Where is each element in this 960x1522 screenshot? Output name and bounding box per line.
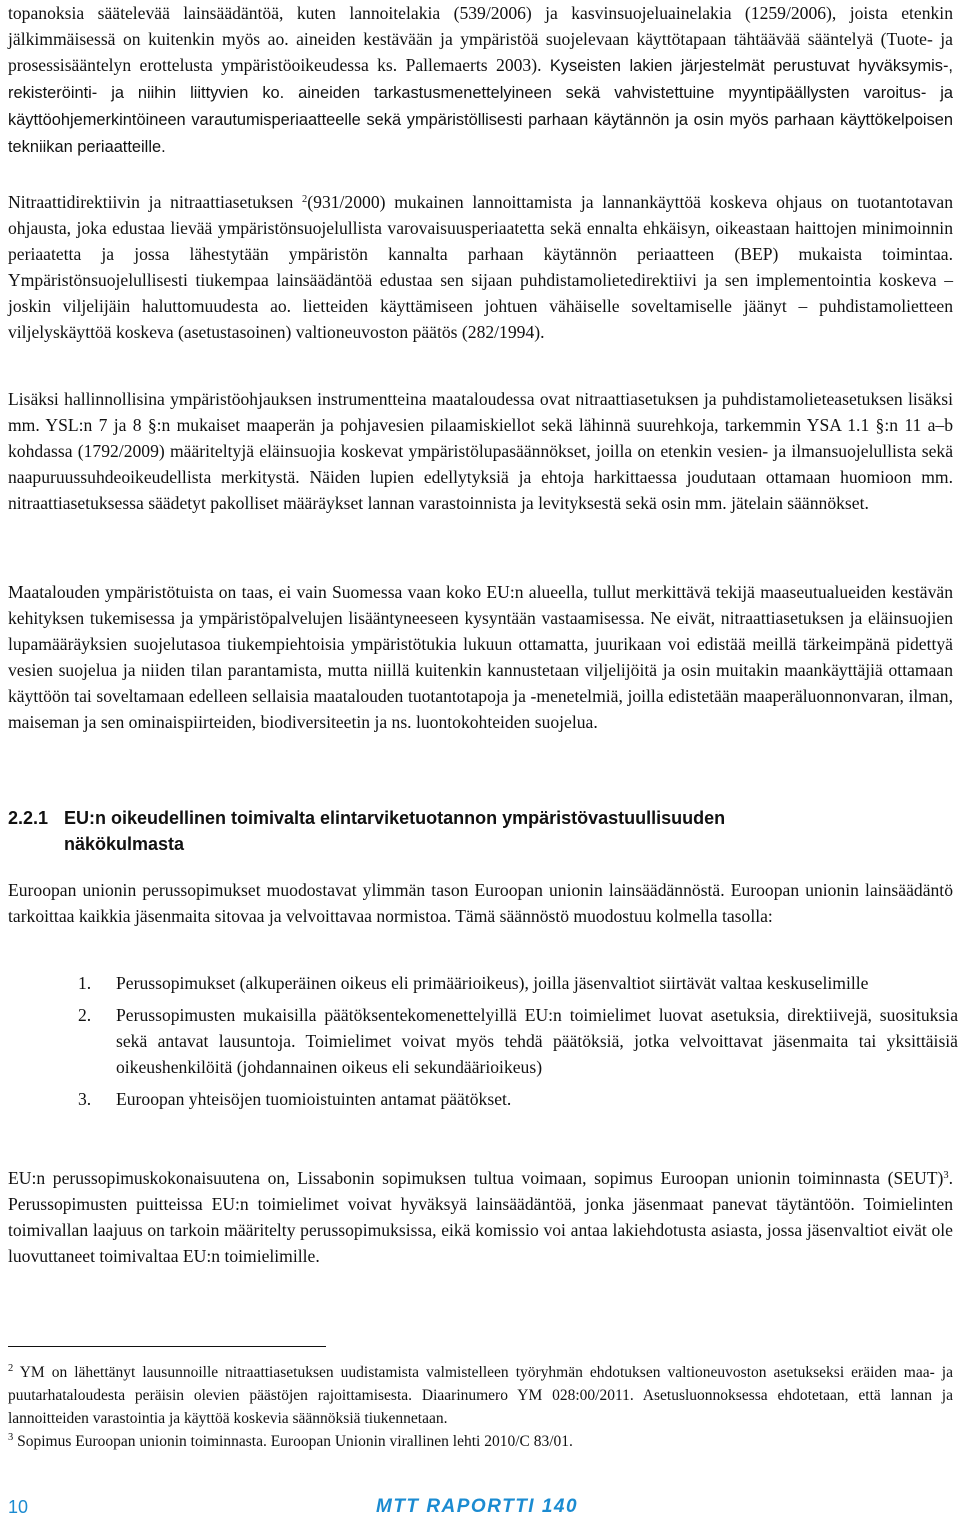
footnote-divider xyxy=(8,1346,326,1347)
list-item-text: Perussopimukset (alkuperäinen oikeus eli primäärioikeus), joilla jäsenvaltiot siirtävät valtaa keskuselimille xyxy=(116,973,869,993)
paragraph-text: Euroopan unionin perussopimukset muodostavat ylimmän tason Euroopan unionin lainsäädännöstä. Euroopan unionin lainsäädäntö tarkoittaa kaikkia jäsenmaita sitovaa ja velvoittavaa normistoa. Tämä säännöstö muodostuu kolmella tasolla: xyxy=(8,880,953,926)
footnote-ref-2[interactable]: 2 xyxy=(302,194,308,205)
section-number: 2.2.1 xyxy=(8,808,49,828)
paragraph-text: . Perussopimusten puitteissa EU:n toimielimet voivat hyväksyä lainsäädäntöä, jonka jäsenmaat panevat täytäntöön. Toimielinten toimivallan laajuus on tarkoin määritelty perussopimuksissa, eikä komissio voi antaa lakiehdotusta asiasta, jossa jäsenvaltiot eivät ole luovuttaneet toimivaltaa EU:n toimielimille. xyxy=(8,1168,953,1266)
list-item-number: 3. xyxy=(78,1089,92,1109)
paragraph-treaty-framework xyxy=(8,1165,953,1269)
numbered-list xyxy=(78,970,958,1118)
paragraph-text: (931/2000) mukainen lannoittamista ja lannankäyttöä koskeva ohjaus on tuotantotavan ohjausta, joka edustaa lievää ympäristönsuojelullista varovaisuusperiaatetta sekä ennalta ehkäisyn, oikeastaan haittojen minimoinnin periaatetta ja jossa lähestytään ympäristön kannalta parhaan käytännön periaatteen (BEP) mukaista toimintaa. Ympäristönsuojelullisesti tiukempaa lainsäädäntöä edustaa sen sijaan puhdistamolietedirektiivi ja sen implementointia koskeva – joskin viljelijäin haluttomuudesta ao. lietteiden käyttämiseen johtuen vähäiselle soveltamiselle jäänyt – puhdistamolietteen viljelyskäyttöä koskeva (asetustasoinen) valtioneuvoston päätös (282/1994). xyxy=(8,192,953,342)
list-item-text: Perussopimusten mukaisilla päätöksentekomenettelyillä EU:n toimielimet luovat asetuksia, direktiivejä, suosituksia sekä antavat lausuntoja. Toimielimet voivat myös tehdä päätöksiä, jotka velvoittavat jäsenmaita tai yksittäisiä oikeushenkilöitä (johdannainen oikeus eli sekundäärioikeus) xyxy=(116,1005,958,1077)
paragraph-legislation xyxy=(8,0,953,160)
paragraph-text: Maatalouden ympäristötuista on taas, ei vain Suomessa vaan koko EU:n alueella, tullut merkittävä tekijä maaseutualueiden kestävän kehityksen tukemisessa ja ympäristöpalvelujen lisääntyneeseen kysyntään vastaamisessa. Ne eivät, nitraattiasetuksen ja eläinsuojien lupamääräyksien suojelutasoa tiukempiehtoisia ympäristötukia lukuun ottamatta, juurikaan voi edistää meillä tärkeimpänä pidettyä vesien suojelua ja niiden tilan parantamista, mutta niillä kuitenkin kannustetaan viljelijöitä ja osin muitakin maankäyttäjiä ottamaan käyttöön tai soveltamaan edelleen sellaisia maatalouden tuotantotapoja ja -menetelmiä, joilla edistetään maaperäluonnonvaran, ilman, maiseman ja sen ominaispiirteiden, biodiversiteetin ja ns. luontokohteiden suojelua. xyxy=(8,582,953,732)
paragraph-nitrate-directive xyxy=(8,189,953,345)
series-logo: MTT RAPORTTI 140 xyxy=(376,1496,579,1517)
footnote-2 xyxy=(8,1361,953,1430)
footnote-ref-3[interactable]: 3 xyxy=(943,1170,949,1181)
section-title-line1: EU:n oikeudellinen toimivalta elintarviketuotannon ympäristövastuullisuuden xyxy=(64,808,726,828)
section-title-line2: näkökulmasta xyxy=(64,834,185,854)
list-item xyxy=(78,1002,958,1080)
paragraph-text: EU:n perussopimuskokonaisuutena on, Lissabonin sopimuksen tultua voimaan, sopimus Euroopan unionin toiminnasta (SEUT) xyxy=(8,1168,944,1188)
paragraph-text: topanoksia säätelevää lainsäädäntöä, kuten lannoitelakia (539/2006) ja kasvinsuojeluainelakia (1259/2006), joista etenkin jälkimmäisessä on kuitenkin myös ao. aineiden kestävään ja ympäristöä suojelevaan käyttötapaan tähtäävää sääntelyä (Tuote- ja prosessisääntelyn erottelusta ympäristöoikeudessa ks. Pallemaerts 2003). xyxy=(8,3,953,75)
paragraph-environmental-subsidies xyxy=(8,579,953,735)
footnotes xyxy=(8,1361,953,1453)
section-heading xyxy=(8,805,953,857)
footnote-mark: 3 xyxy=(8,1432,14,1443)
list-item xyxy=(78,1086,958,1112)
page-number: 10 xyxy=(8,1497,29,1517)
paragraph-administrative-instruments xyxy=(8,386,953,516)
list-item-number: 2. xyxy=(78,1005,92,1025)
list-item xyxy=(78,970,958,996)
paragraph-text-sans: Kyseisten lakien järjestelmät perustuvat hyväksymis-, rekisteröinti- ja niihin liittyvien ko. aineiden tarkastusmenettelyineen sekä vahvistettuine myyntipäällysten varoitus- ja käyttöohjemerkintöineen varautumisperiaatteelle sekä ympäristöllisesti parhaan käytännön ja osin myös parhaan käyttökelpoisen tekniikan periaatteille. xyxy=(8,57,953,156)
paragraph-text: Nitraattidirektiivin ja nitraattiasetuksen xyxy=(8,192,294,212)
footnote-text: YM on lähettänyt lausunnoille nitraattiasetuksen uudistamista valmistelleen työryhmän ehdotuksen valtioneuvoston asetukseksi eräiden maa- ja puutarhataloudesta peräisin olevien päästöjen rajoittamisesta. Diaarinumero YM 028:00/2011. Asetusluonnoksessa ehdotetaan, että lannan ja lannoitteiden varastointia ja käyttöä koskevia säännöksiä tiukennetaan. xyxy=(8,1364,953,1427)
list-item-number: 1. xyxy=(78,973,92,993)
paragraph-eu-treaties xyxy=(8,877,953,929)
footnote-text: Sopimus Euroopan unionin toiminnasta. Euroopan Unionin virallinen lehti 2010/C 83/01. xyxy=(17,1433,573,1450)
footnote-mark: 2 xyxy=(8,1363,14,1374)
paragraph-text: Lisäksi hallinnollisina ympäristöohjauksen instrumentteina maataloudessa ovat nitraattiasetuksen ja puhdistamolieteasetuksen lisäksi mm. YSL:n 7 ja 8 §:n mukaiset maaperän ja pohjavesien pilaamiskiellot sekä lähinnä suurehkoja, tarkemmin YSA 1.1 §:n 11 a–b kohdassa (1792/2009) määriteltyjä eläinsuojia koskevat ympäristölupasäännökset, joilla on etenkin vesien- ja ilmansuojelullista sekä naapuruussuhdeoikeudellista merkitystä. Näiden lupien edellytyksiä ja ehtoja harkittaessa joudutaan ottamaan huomioon mm. nitraattiasetuksessa säädetyt pakolliset määräykset lannan varastoinnista ja levityksestä sekä osin mm. jätelain säännökset. xyxy=(8,389,953,513)
list-item-text: Euroopan yhteisöjen tuomioistuinten antamat päätökset. xyxy=(116,1089,512,1109)
footnote-3 xyxy=(8,1430,953,1453)
